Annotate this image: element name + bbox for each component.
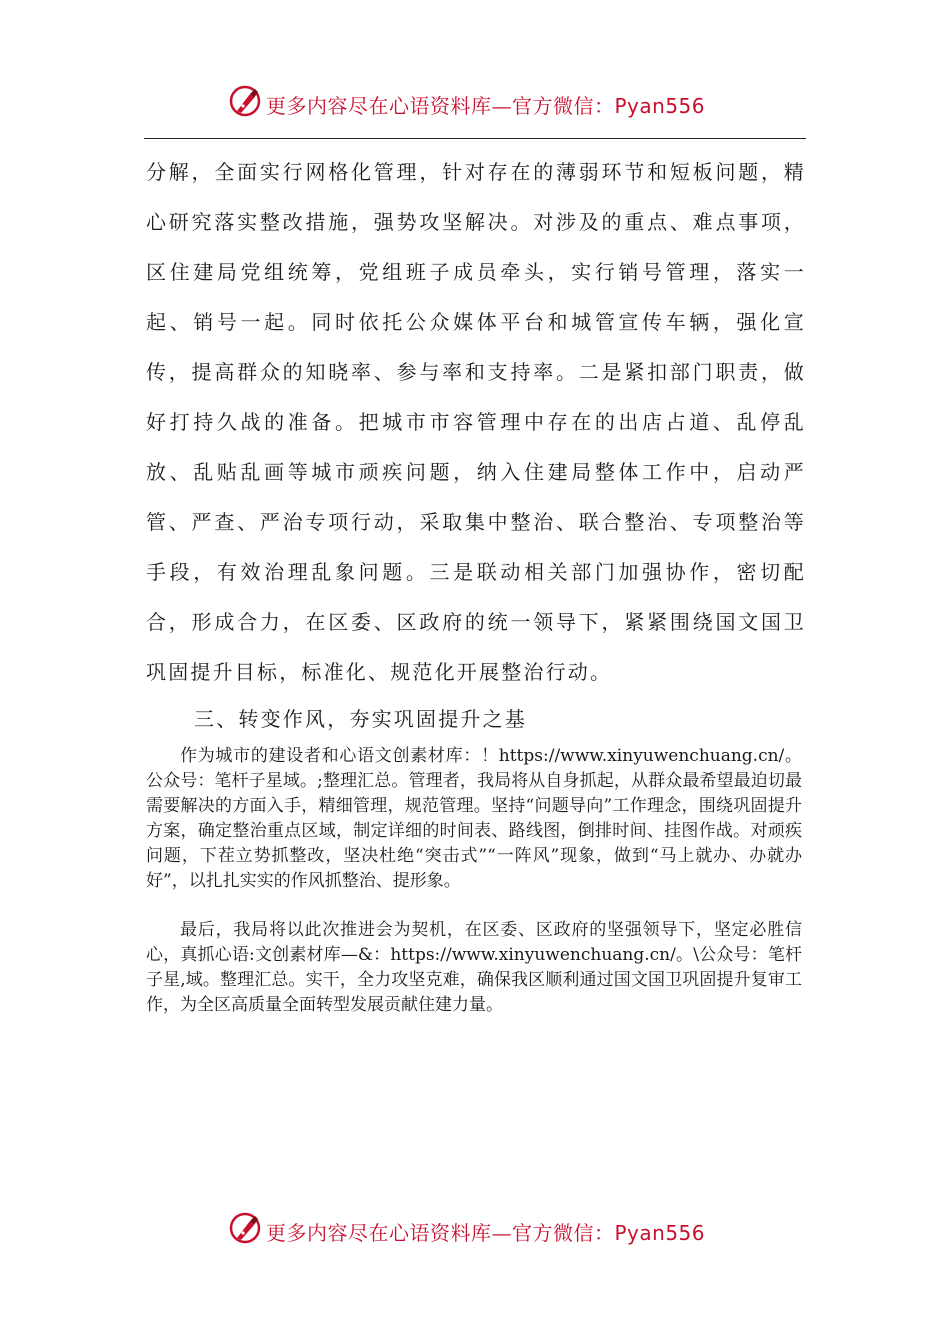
body-paragraph-3	[146, 918, 802, 1018]
body-paragraph-2	[146, 744, 802, 894]
footer-banner-id: Pyan556	[614, 1221, 706, 1245]
footer-banner-text	[266, 1217, 705, 1246]
header-banner-main: 更多内容尽在心语资料库—官方微信：	[266, 94, 615, 118]
footer-banner-main: 更多内容尽在心语资料库—官方微信：	[266, 1221, 615, 1245]
header-banner-text	[266, 90, 705, 119]
header-divider	[144, 138, 806, 139]
body-paragraph-1	[146, 147, 806, 697]
section-heading: 三、转变作风，夯实巩固提升之基	[194, 707, 527, 731]
pen-nib-logo-icon	[228, 1211, 262, 1245]
header-banner	[0, 84, 950, 124]
paragraph-2-text: 作为城市的建设者和心语文创素材库：！https://www.xinyuwenchuang.cn/。公众号：笔杆子星域。;整理汇总。管理者，我局将从自身抓起，从群众最希望最迫切最需要解决的方面入手，精细管理，规范管理。坚持“问题导向”工作理念，围绕巩固提升方案，确定整治重点区域，制定详细的时间表、路线图，倒排时间、挂图作战。对顽疾问题，下茬立势抓整改，坚决杜绝“突击式”“一阵风”现象，做到“马上就办、办就办好”，以扎扎实实的作风抓整治、提形象。	[146, 746, 802, 891]
paragraph-3-text: 最后，我局将以此次推进会为契机，在区委、区政府的坚强领导下，坚定必胜信心，真抓心语:文创素材库—&：https://www.xinyuwenchuang.cn/。\公众号：笔杆子星,域。整理汇总。实干，全力攻坚克难，确保我区顺利通过国文国卫巩固提升复审工作，为全区高质量全面转型发展贡献住建力量。	[146, 920, 802, 1015]
footer-banner	[0, 1211, 950, 1251]
header-banner-id: Pyan556	[614, 94, 706, 118]
paragraph-1-text: 分解，全面实行网格化管理，针对存在的薄弱环节和短板问题，精心研究落实整改措施，强势攻坚解决。对涉及的重点、难点事项，区住建局党组统筹，党组班子成员牵头，实行销号管理，落实一起、销号一起。同时依托公众媒体平台和城管宣传车辆，强化宣传，提高群众的知晓率、参与率和支持率。二是紧扣部门职责，做好打持久战的准备。把城市市容管理中存在的出店占道、乱停乱放、乱贴乱画等城市顽疾问题，纳入住建局整体工作中，启动严管、严查、严治专项行动，采取集中整治、联合整治、专项整治等手段，有效治理乱象问题。三是联动相关部门加强协作，密切配合，形成合力，在区委、区政府的统一领导下，紧紧围绕国文国卫巩固提升目标，标准化、规范化开展整治行动。	[146, 160, 806, 684]
pen-nib-logo-icon	[228, 84, 262, 118]
